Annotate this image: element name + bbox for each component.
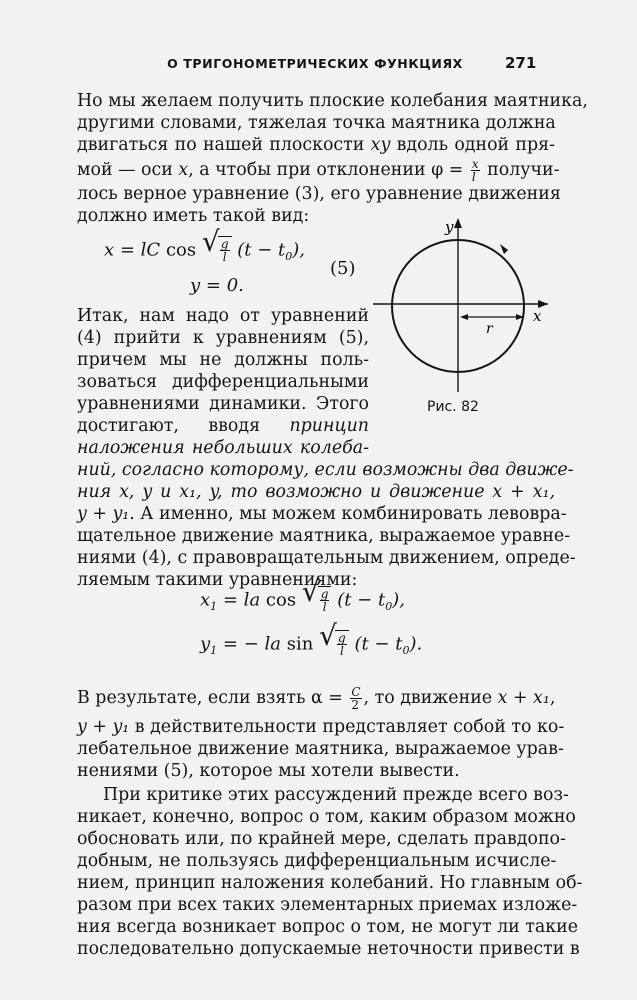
text-line: другими словами, тяжелая точка маятника должна xyxy=(77,113,556,133)
circle-diagram xyxy=(370,214,555,394)
text-line: y + y₁. А именно, мы можем комбинировать левовра- xyxy=(77,504,567,524)
y-axis-label: y xyxy=(445,218,454,236)
text-line: щательное движение маятника, выражаемое уравне- xyxy=(77,526,571,546)
text-line: причем мы не должны поль- xyxy=(77,350,369,370)
text-line: нениями (5), которое мы хотели вывести. xyxy=(77,761,460,781)
equation-y1: $y_1$ = − la sin √ $\frac{g}{l}$ $(t - t_0)$. xyxy=(200,630,422,663)
text-line: (4) прийти к уравнениям (5), xyxy=(77,328,369,348)
equation-5-y: y = 0. xyxy=(190,275,244,296)
text-line: лось верное уравнение (3), его уравнение движения xyxy=(77,184,561,204)
text-line: ниями (4), с правовращательным движением, опреде- xyxy=(77,548,576,568)
equation-number: (5) xyxy=(330,258,356,279)
text-line: ния x, y и x₁, y, то возможно и движение x + x₁, xyxy=(77,482,555,502)
text-line: никает, конечно, вопрос о том, каким образом можно xyxy=(77,807,576,827)
equation-5-x: x = lC cos √ $\frac{g}{l}$ $(t - t_0)$, xyxy=(104,236,305,269)
text-line: последовательно допускаемые неточности привести в xyxy=(77,939,580,959)
text-line: В результате, если взять α = $\frac{C}{2}$ , то движение x + x₁, xyxy=(77,685,556,712)
rotation-arrow xyxy=(500,244,508,254)
text-line: обосновать или, по крайней мере, сделать правдопо- xyxy=(77,829,566,849)
text-line: При критике этих рассуждений прежде всего воз- xyxy=(103,785,569,805)
text-line: добным, не пользуясь дифференциальным исчисле- xyxy=(77,851,557,871)
x-axis-label: x xyxy=(533,307,542,325)
text-line: Итак, нам надо от уравнений xyxy=(77,306,369,326)
text-line: y + y₁ в действительности представляет собой то ко- xyxy=(77,717,565,737)
text-line: мой — оси x, а чтобы при отклонении φ = $\frac{x}{l}$ получи- xyxy=(77,157,560,184)
text-line: лебательное движение маятника, выражаемое урав- xyxy=(77,739,564,759)
text-line: ния всегда возникает вопрос о том, не могут ли такие xyxy=(77,917,579,937)
radius-label: r xyxy=(486,321,493,337)
text-line: двигаться по нашей плоскости xy вдоль одной пря- xyxy=(77,135,555,155)
text-line: ний, согласно которому, если возможны два движе- xyxy=(77,460,574,480)
text-line: должно иметь такой вид: xyxy=(77,206,310,226)
figure-caption: Рис. 82 xyxy=(427,399,479,415)
text-line: уравнениями динамики. Этого xyxy=(77,394,369,414)
text-line: разом при всех таких элементарных приемах изложе- xyxy=(77,895,578,915)
text-line: Но мы желаем получить плоские колебания маятника, xyxy=(77,91,588,111)
text-line: наложения небольших колеба- xyxy=(77,438,369,458)
y-axis-arrow xyxy=(454,218,462,228)
text-line: ляемым такими уравнениями: xyxy=(77,570,358,590)
radius-arrow-left xyxy=(460,314,468,320)
running-header: О ТРИГОНОМЕТРИЧЕСКИХ ФУНКЦИЯХ xyxy=(167,56,463,71)
text-line: достигают, вводя принцип xyxy=(77,416,369,436)
text-line: нием, принцип наложения колебаний. Но главным об- xyxy=(77,873,583,893)
page-number: 271 xyxy=(505,54,537,72)
text-line: зоваться дифференциальными xyxy=(77,372,369,392)
equation-x1: $x_1$ = la cos √ $\frac{g}{l}$ $(t - t_0)$, xyxy=(200,586,405,619)
